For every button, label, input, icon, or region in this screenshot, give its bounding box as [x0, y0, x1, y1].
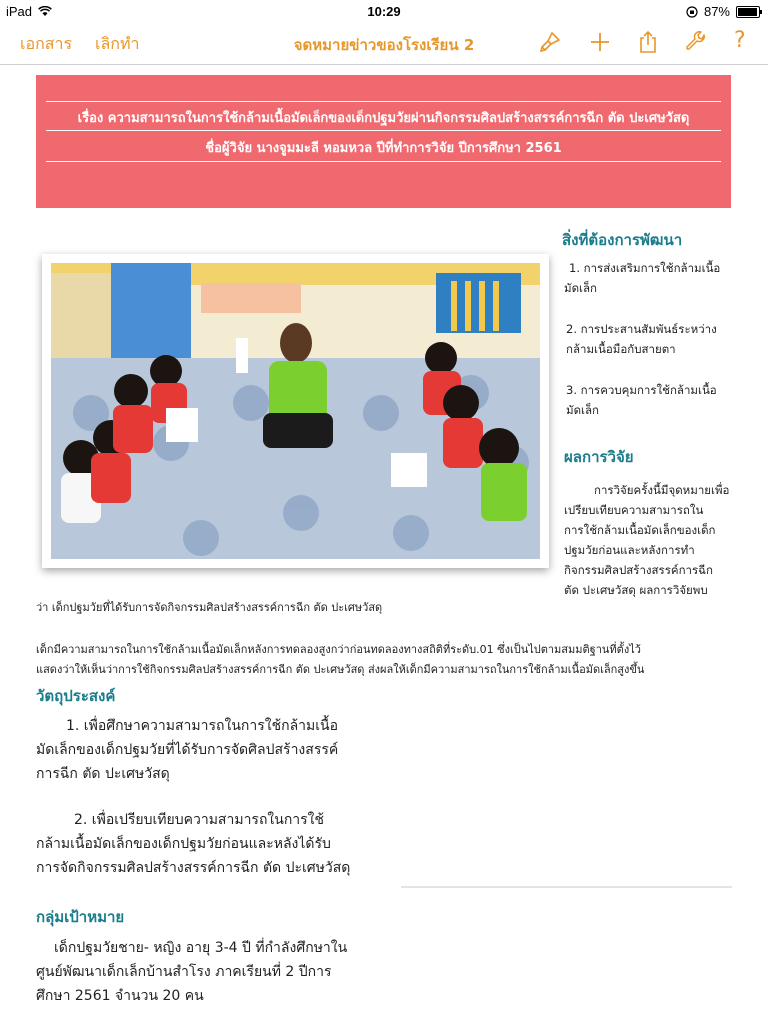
objective-2-line-3: การจัดกิจกรรมศิลปสร้างสรรค์การฉีก ตัด ปะเศษวัสดุ	[36, 860, 351, 876]
banner-rule-bottom	[46, 161, 721, 162]
develop-item-2-line-1: 2. การประสานสัมพันธ์ระหว่าง	[566, 322, 717, 336]
banner-rule-middle	[46, 130, 721, 131]
plus-icon[interactable]	[588, 30, 612, 54]
status-bar	[0, 0, 768, 22]
device-label: iPad	[6, 4, 33, 19]
results-line-2: เปรียบเทียบความสามารถใน	[564, 503, 704, 517]
objective-1-line-2: มัดเล็กของเด็กปฐมวัยที่ได้รับการจัดศิลปสร้างสรรค์	[36, 742, 339, 758]
objective-2-line-2: กล้ามเนื้อมัดเล็กของเด็กปฐมวัยก่อนและหลังได้รับ	[36, 836, 331, 852]
develop-item-2-line-2: กล้ามเนื้อมือกับสายตา	[566, 342, 676, 356]
results-line-6: ตัด ปะเศษวัสดุ ผลการวิจัยพบ	[564, 583, 708, 597]
orientation-lock-icon	[686, 6, 698, 18]
objective-1[interactable]	[36, 714, 338, 786]
undo-button[interactable]: เลิกทำ	[95, 34, 140, 53]
clock: 10:29	[367, 4, 401, 19]
classroom-photo[interactable]	[42, 254, 549, 568]
banner-title[interactable]: เรื่อง ความสามารถในการใช้กล้ามเนื้อมัดเล็กของเด็กปฐมวัยผ่านกิจกรรมศิลปสร้างสรรค์การฉีก ตัด ปะเศษวัสดุ	[77, 111, 690, 126]
develop-item-1-line-1: 1. การส่งเสริมการใช้กล้ามเนื้อ	[569, 261, 721, 275]
banner-researcher[interactable]: ชื่อผู้วิจัย นางจูมมะลี หอมหวล ปีที่ทำการวิจัย ปีการศึกษา 2561	[205, 141, 562, 156]
target-line-1: เด็กปฐมวัยชาย- หญิง อายุ 3-4 ปี ที่กำลังศึกษาใน	[54, 940, 348, 956]
toolbar	[0, 22, 768, 65]
results-continuation[interactable]: ว่า เด็กปฐมวัยที่ได้รับการจัดกิจกรรมศิลปสร้างสรรค์การฉีก ตัด ปะเศษวัสดุ	[36, 601, 383, 614]
help-icon[interactable]: ?	[734, 28, 746, 53]
documents-button[interactable]: เอกสาร	[20, 34, 73, 53]
develop-item-3-line-2: มัดเล็ก	[566, 403, 599, 417]
results-summary-1[interactable]: เด็กมีความสามารถในการใช้กล้ามเนื้อมัดเล็กหลังการทดลองสูงกว่าก่อนทดลองทางสถิติที่ระดับ.01 ซึ่งเป็นไปตามสมมติฐานที่ตั้งไว้	[36, 643, 641, 656]
results-heading: ผลการวิจัย	[564, 448, 634, 466]
target-paragraph[interactable]	[36, 936, 347, 1008]
status-right	[686, 4, 760, 19]
battery-icon	[736, 6, 760, 18]
target-line-3: ศึกษา 2561 จำนวน 20 คน	[36, 988, 204, 1004]
divider-line	[401, 886, 732, 888]
develop-item-1[interactable]	[566, 258, 720, 298]
objective-1-line-1: 1. เพื่อศึกษาความสามารถในการใช้กล้ามเนื้อ	[66, 718, 339, 734]
battery-percent: 87%	[703, 4, 730, 19]
develop-item-3[interactable]	[566, 380, 717, 420]
results-line-3: การใช้กล้ามเนื้อมัดเล็กของเด็ก	[564, 523, 716, 537]
target-heading: กลุ่มเป้าหมาย	[36, 908, 125, 926]
target-line-2: ศูนย์พัฒนาเด็กเล็กบ้านสำโรง ภาคเรียนที่ 2 ปีการ	[36, 964, 332, 980]
develop-item-2[interactable]	[566, 319, 717, 359]
develop-item-3-line-1: 3. การควบคุมการใช้กล้ามเนื้อ	[566, 383, 717, 397]
brush-icon[interactable]	[538, 30, 562, 54]
develop-heading: สิ่งที่ต้องการพัฒนา	[562, 231, 683, 249]
results-paragraph[interactable]	[564, 480, 729, 600]
objective-1-line-3: การฉีก ตัด ปะเศษวัสดุ	[36, 766, 170, 782]
objectives-heading: วัตถุประสงค์	[36, 687, 116, 705]
document-title: จดหมายข่าวของโรงเรียน 2	[293, 36, 475, 54]
results-line-1: การวิจัยครั้งนี้มีจุดหมายเพื่อ	[594, 483, 730, 497]
results-line-4: ปฐมวัยก่อนและหลังการทำ	[564, 543, 695, 557]
title-banner	[36, 75, 731, 208]
wrench-icon[interactable]	[684, 30, 708, 54]
objective-2[interactable]	[36, 808, 350, 880]
classroom-image	[51, 263, 540, 559]
results-line-5: กิจกรรมศิลปสร้างสรรค์การฉีก	[564, 563, 713, 577]
share-icon[interactable]	[636, 30, 660, 54]
develop-item-1-line-2: มัดเล็ก	[564, 281, 597, 295]
banner-rule-top	[46, 101, 721, 102]
objective-2-line-1: 2. เพื่อเปรียบเทียบความสามารถในการใช้	[74, 812, 325, 828]
results-summary-2[interactable]: แสดงว่าให้เห็นว่าการใช้กิจกรรมศิลปสร้างสรรค์การฉีก ตัด ปะเศษวัสดุ ส่งผลให้เด็กมีความสามารถในการใช้กล้ามเนื้อมัดเล็กสูงขึ้น	[36, 663, 645, 676]
